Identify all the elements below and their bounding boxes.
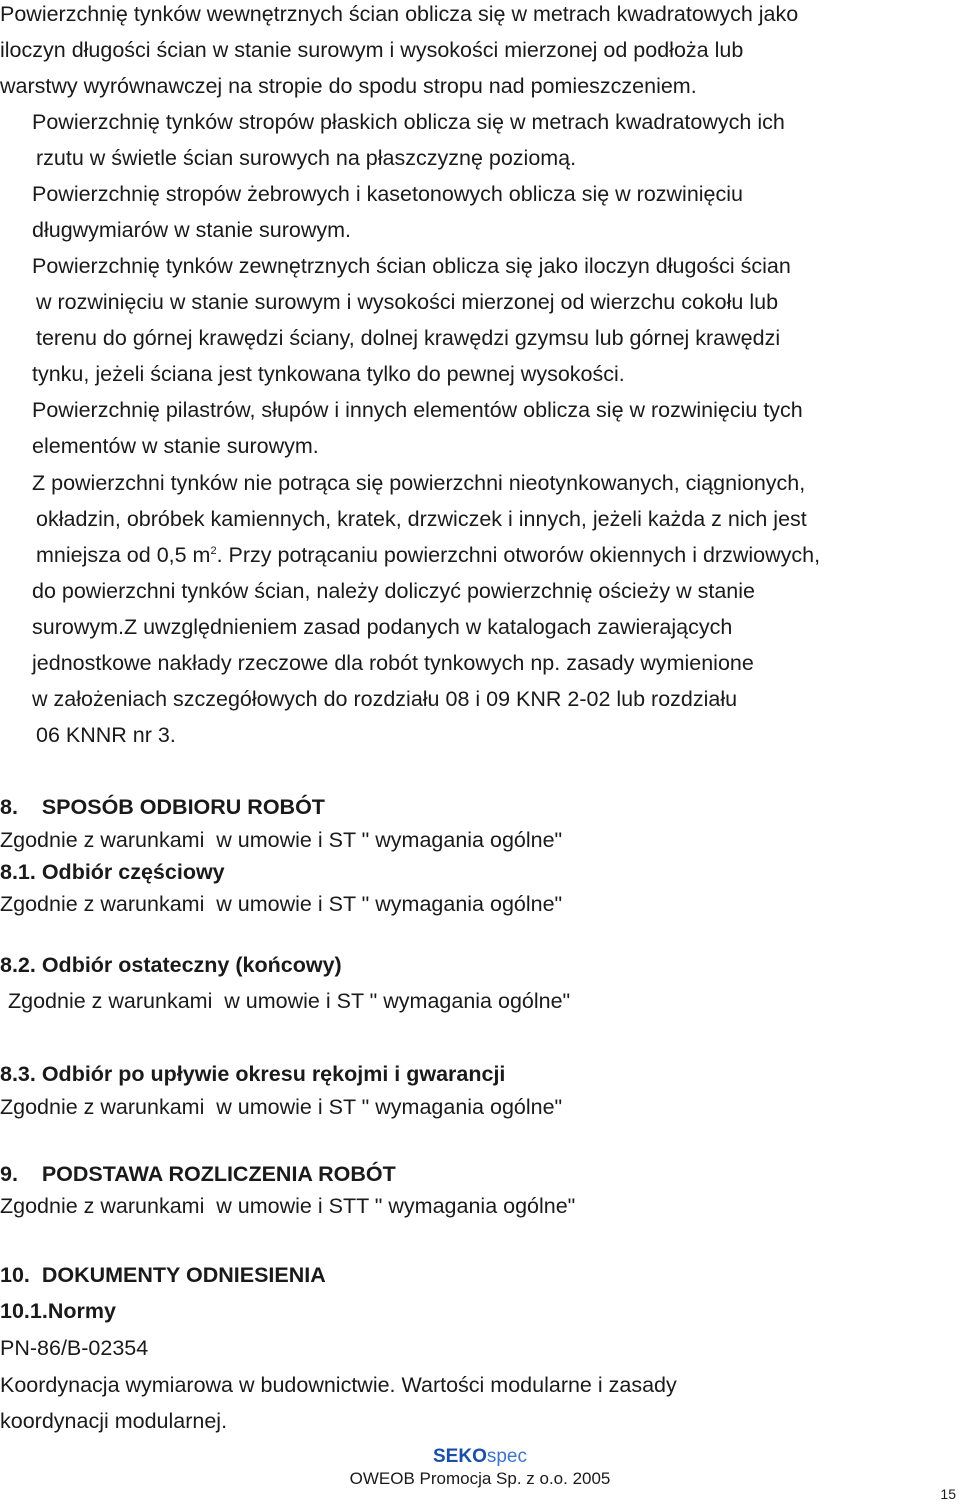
subsection-heading: 8.1. Odbiór częściowy (0, 860, 225, 884)
logo-text-spec: spec (486, 1446, 527, 1467)
norm-description: koordynacji modularnej. (0, 1409, 228, 1433)
subsection-heading: 8.3. Odbiór po upływie okresu rękojmi i gwarancji (0, 1062, 506, 1086)
subsection-heading: 10.1.Normy (0, 1299, 116, 1323)
text-line: Powierzchnię tynków zewnętrznych ścian oblicza się jako iloczyn długości ścian (32, 254, 791, 278)
section-heading: 9. PODSTAWA ROZLICZENIA ROBÓT (0, 1162, 396, 1186)
section-heading: 8. SPOSÓB ODBIORU ROBÓT (0, 795, 325, 819)
text-line: w założeniach szczegółowych do rozdziału 08 i 09 KNR 2-02 lub rozdziału (32, 687, 738, 711)
subsection-heading: 8.2. Odbiór ostateczny (końcowy) (0, 953, 342, 977)
text-line: okładzin, obróbek kamiennych, kratek, drzwiczek i innych, jeżeli każda z nich jest (36, 507, 807, 531)
section-text: Zgodnie z warunkami w umowie i ST " wymagania ogólne" (0, 1095, 563, 1119)
text-line: do powierzchni tynków ścian, należy doliczyć powierzchnię ościeży w stanie (32, 579, 755, 603)
logo-text-seko: SEKO (433, 1446, 487, 1467)
footer-company: OWEOB Promocja Sp. z o.o. 2005 (349, 1469, 611, 1488)
section-heading: 10. DOKUMENTY ODNIESIENIA (0, 1263, 326, 1287)
section-text: Zgodnie z warunkami w umowie i STT " wymagania ogólne" (0, 1194, 576, 1218)
text-line: surowym.Z uwzględnieniem zasad podanych w katalogach zawierających (32, 615, 733, 639)
text-segment: mniejsza od 0,5 m (36, 543, 211, 567)
norm-code: PN-86/B-02354 (0, 1336, 149, 1360)
text-segment: . Przy potrącaniu powierzchni otworów okiennych i drzwiowych, (216, 543, 821, 567)
text-line: tynku, jeżeli ściana jest tynkowana tylko do pewnej wysokości. (32, 362, 625, 386)
norm-description: Koordynacja wymiarowa w budownictwie. Wartości modularne i zasady (0, 1373, 677, 1397)
text-line-with-superscript (36, 542, 820, 568)
text-line: iloczyn długości ścian w stanie surowym i wysokości mierzonej od podłoża lub (0, 38, 744, 62)
text-line: rzutu w świetle ścian surowych na płaszczyznę poziomą. (36, 146, 577, 170)
section-text: Zgodnie z warunkami w umowie i ST " wymagania ogólne" (8, 989, 571, 1013)
text-line: terenu do górnej krawędzi ściany, dolnej krawędzi gzymsu lub górnej krawędzi (36, 326, 781, 350)
text-line: warstwy wyrównawczej na stropie do spodu stropu nad pomieszczeniem. (0, 74, 697, 98)
text-line: jednostkowe nakłady rzeczowe dla robót tynkowych np. zasady wymienione (32, 651, 754, 675)
section-text: Zgodnie z warunkami w umowie i ST " wymagania ogólne" (0, 828, 563, 852)
text-line: Z powierzchni tynków nie potrąca się powierzchni nieotynkowanych, ciągnionych, (32, 471, 806, 495)
text-line: Powierzchnię stropów żebrowych i kasetonowych oblicza się w rozwinięciu (32, 182, 744, 206)
text-line: Powierzchnię tynków wewnętrznych ścian oblicza się w metrach kwadratowych jako (0, 2, 799, 26)
company-logo (0, 1446, 960, 1468)
section-text: Zgodnie z warunkami w umowie i ST " wymagania ogólne" (0, 892, 563, 916)
text-line: długwymiarów w stanie surowym. (32, 218, 352, 242)
text-line: w rozwinięciu w stanie surowym i wysokości mierzonej od wierzchu cokołu lub (36, 290, 779, 314)
superscript-exponent: 2 (210, 544, 217, 557)
page-number: 15 (940, 1486, 956, 1502)
text-line: Powierzchnię tynków stropów płaskich oblicza się w metrach kwadratowych ich (32, 110, 785, 134)
text-line: elementów w stanie surowym. (32, 434, 319, 458)
text-line: Powierzchnię pilastrów, słupów i innych elementów oblicza się w rozwinięciu tych (32, 398, 803, 422)
text-line: 06 KNNR nr 3. (36, 723, 176, 747)
